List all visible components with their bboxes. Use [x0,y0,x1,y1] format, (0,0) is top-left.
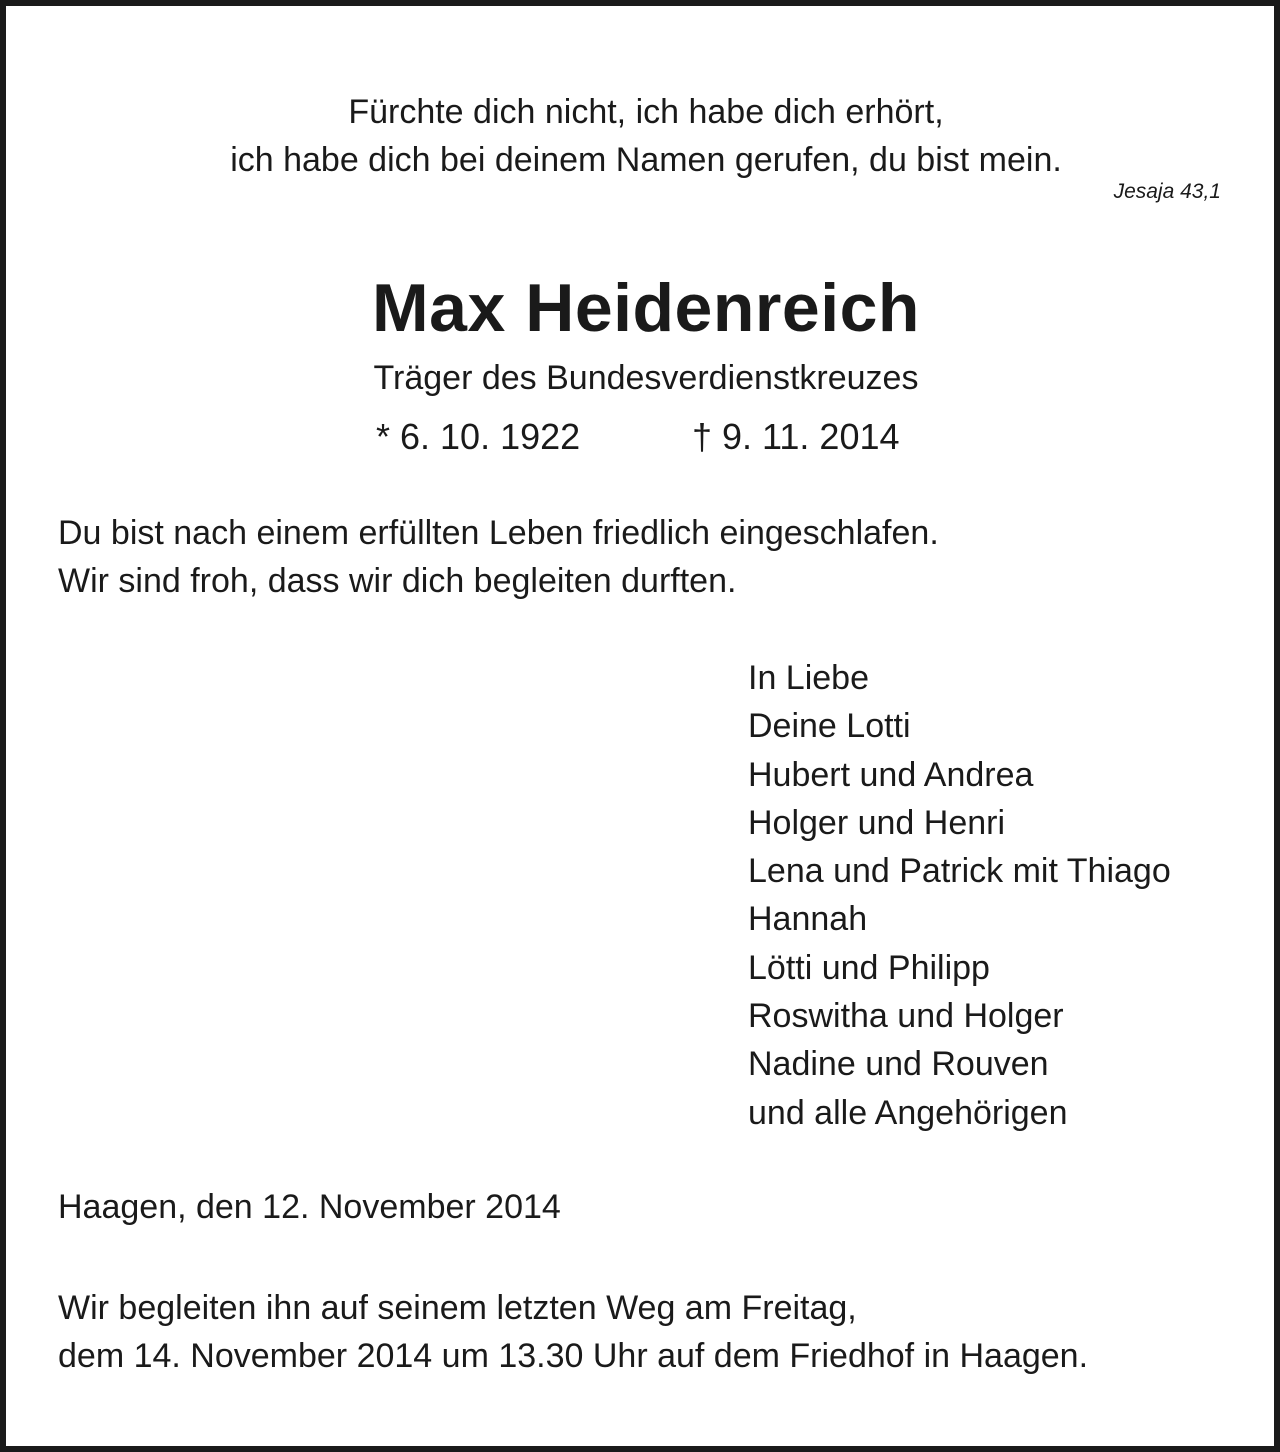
mourner-item: Hannah [748,900,868,939]
mourner-item: In Liebe [748,659,869,697]
mourners-list [748,654,1171,1137]
mourner-item: Hubert und Andrea [748,755,1034,794]
mourner-item: Roswitha und Holger [748,997,1064,1036]
birth-date: * 6. 10. 1922 [376,416,581,457]
funeral-line-1: Wir begleiten ihn auf seinem letzten Weg am Freitag, [58,1289,857,1327]
mourner-item: Lena und Patrick mit Thiago [748,852,1171,891]
mourner-item: Deine Lotti [748,707,911,746]
message-line-2: Wir sind froh, dass wir dich begleiten durften. [58,562,737,600]
funeral-line-2: dem 14. November 2014 um 13.30 Uhr auf dem Friedhof in Haagen. [58,1337,1089,1375]
deceased-honor: Träger des Bundesverdienstkreuzes [373,359,919,397]
mourner-item: Nadine und Rouven [748,1045,1049,1084]
verse-source: Jesaja 43,1 [1113,180,1221,203]
mourner-item: Holger und Henri [748,803,1006,842]
mourner-item: und alle Angehörigen [748,1093,1068,1132]
verse-line-1: Fürchte dich nicht, ich habe dich erhört, [348,93,944,131]
verse-line-2: ich habe dich bei deinem Namen gerufen, du bist mein. [230,141,1062,179]
death-date: † 9. 11. 2014 [692,416,900,457]
mourner-item: Lötti und Philipp [748,948,990,987]
place-date: Haagen, den 12. November 2014 [58,1188,561,1226]
deceased-name: Max Heidenreich [372,270,920,346]
message-line-1: Du bist nach einem erfüllten Leben friedlich eingeschlafen. [58,514,939,552]
